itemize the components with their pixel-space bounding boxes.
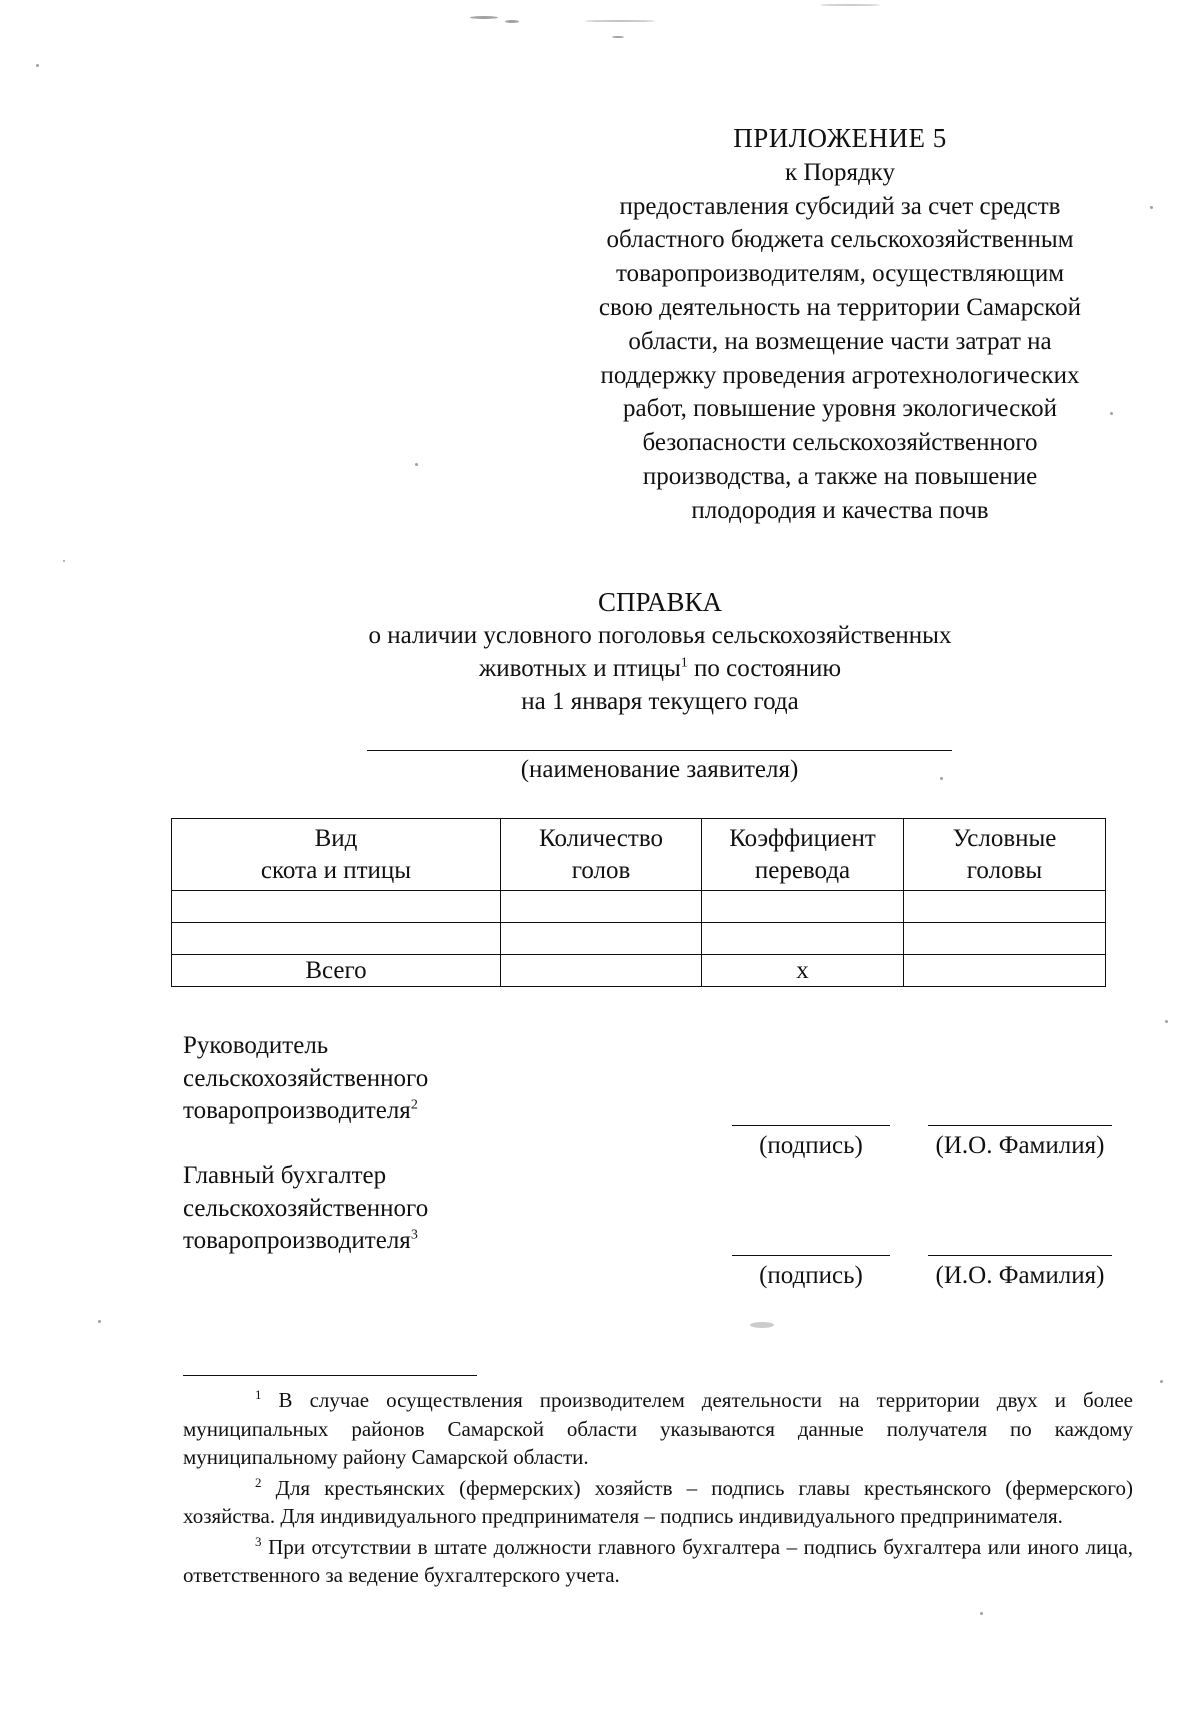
appendix-header — [540, 122, 1140, 528]
appendix-line: плодородия и качества почв — [691, 496, 989, 524]
footnote-text: При отсутствии в штате должности главного бухгалтера – подпись бухгалтера или иного лица, ответственного за ведение бухгалтерского учета. — [183, 1534, 1133, 1587]
table-cell[interactable] — [702, 891, 904, 923]
footnote — [183, 1474, 1133, 1531]
head-role-label — [183, 1030, 623, 1128]
table-row — [172, 891, 1106, 923]
role-line: сельскохозяйственного — [183, 1064, 429, 1092]
appendix-line: поддержку проведения агротехнологических — [600, 361, 1080, 389]
table-cell[interactable] — [501, 891, 702, 923]
footnote-ref: 1 — [680, 655, 688, 671]
document-heading — [250, 586, 1070, 718]
footnote-text: Для крестьянских (фермерских) хозяйств – подпись главы крестьянского (фермерского) хозяйства. Для индивидуального предпринимателя – подпись индивидуального предпринимателя. — [183, 1475, 1133, 1528]
table-cell[interactable] — [904, 891, 1106, 923]
table-header-row — [172, 819, 1106, 891]
accountant-name-line[interactable] — [928, 1255, 1112, 1256]
table-cell[interactable] — [501, 923, 702, 955]
footnote-text: В случае осуществления производителем деятельности на территории двух и более муниципальных районов Самарской области указываются данные получателя по каждому муниципальному району Самарской области. — [183, 1388, 1133, 1469]
footnote-mark: 1 — [255, 1387, 262, 1402]
appendix-line: предоставления субсидий за счет средств — [619, 192, 1061, 220]
table-header-cell: Условные головы — [904, 819, 1106, 891]
head-signature-line[interactable] — [732, 1125, 890, 1126]
appendix-line: производства, а также на повышение — [642, 462, 1038, 490]
table-cell[interactable] — [702, 923, 904, 955]
table-header-cell: Вид скота и птицы — [172, 819, 501, 891]
applicant-name-line[interactable] — [367, 750, 952, 751]
footnote — [183, 1533, 1133, 1590]
role-line: сельскохозяйственного — [183, 1194, 429, 1222]
footnote-mark: 2 — [255, 1474, 262, 1490]
table-total-row — [172, 955, 1106, 987]
head-name-line[interactable] — [928, 1125, 1112, 1126]
footnote-separator — [183, 1375, 477, 1376]
appendix-line: товаропроизводителям, осуществляющим — [615, 260, 1065, 288]
table-header-cell: Коэффициент перевода — [702, 819, 904, 891]
table-cell[interactable] — [172, 891, 501, 923]
footnote-mark: 3 — [255, 1533, 262, 1549]
accountant-signature-line[interactable] — [732, 1255, 890, 1256]
role-line: товаропроизводителя$^2$ — [183, 1097, 418, 1124]
footnotes — [183, 1386, 1133, 1592]
document-title: СПРАВКА — [597, 587, 723, 617]
footnote-ref: 3 — [410, 1227, 418, 1243]
livestock-table — [171, 818, 1106, 987]
table-header-cell: Количество голов — [501, 819, 702, 891]
footnote — [183, 1386, 1133, 1472]
signature-caption: (подпись) — [759, 1132, 863, 1159]
total-cell: х — [702, 955, 904, 987]
total-label-cell: Всего — [172, 955, 501, 987]
name-caption: (И.О. Фамилия) — [935, 1262, 1105, 1289]
table-cell[interactable] — [172, 923, 501, 955]
total-cell[interactable] — [904, 955, 1106, 987]
accountant-role-label — [183, 1160, 623, 1258]
name-caption: (И.О. Фамилия) — [935, 1132, 1105, 1159]
appendix-line: к Порядку — [785, 158, 895, 186]
appendix-line: областного бюджета сельскохозяйственным — [606, 226, 1074, 254]
applicant-caption: (наименование заявителя) — [520, 756, 799, 783]
appendix-line: безопасности сельскохозяйственного — [642, 429, 1038, 457]
appendix-title: ПРИЛОЖЕНИЕ 5 — [733, 123, 947, 153]
total-cell[interactable] — [501, 955, 702, 987]
document-subtitle-line2 — [250, 652, 1070, 685]
document-subtitle-line3: на 1 января текущего года — [521, 688, 799, 715]
table-cell[interactable] — [904, 923, 1106, 955]
table-row — [172, 923, 1106, 955]
appendix-line: области, на возмещение части затрат на — [628, 327, 1052, 355]
role-line: товаропроизводителя$^3$ — [183, 1227, 418, 1254]
signature-caption: (подпись) — [759, 1262, 863, 1289]
document-subtitle-line1: о наличии условного поголовья сельскохозяйственных — [368, 622, 952, 649]
appendix-line: свою деятельность на территории Самарской — [598, 293, 1082, 321]
subtitle-text: животных и птицы — [478, 655, 681, 682]
role-line: Руководитель — [183, 1032, 329, 1059]
footnote-ref: 2 — [410, 1097, 418, 1113]
appendix-line: работ, повышение уровня экологической — [623, 395, 1057, 423]
role-line: Главный бухгалтер — [183, 1162, 387, 1189]
subtitle-text: по состоянию — [687, 655, 842, 682]
